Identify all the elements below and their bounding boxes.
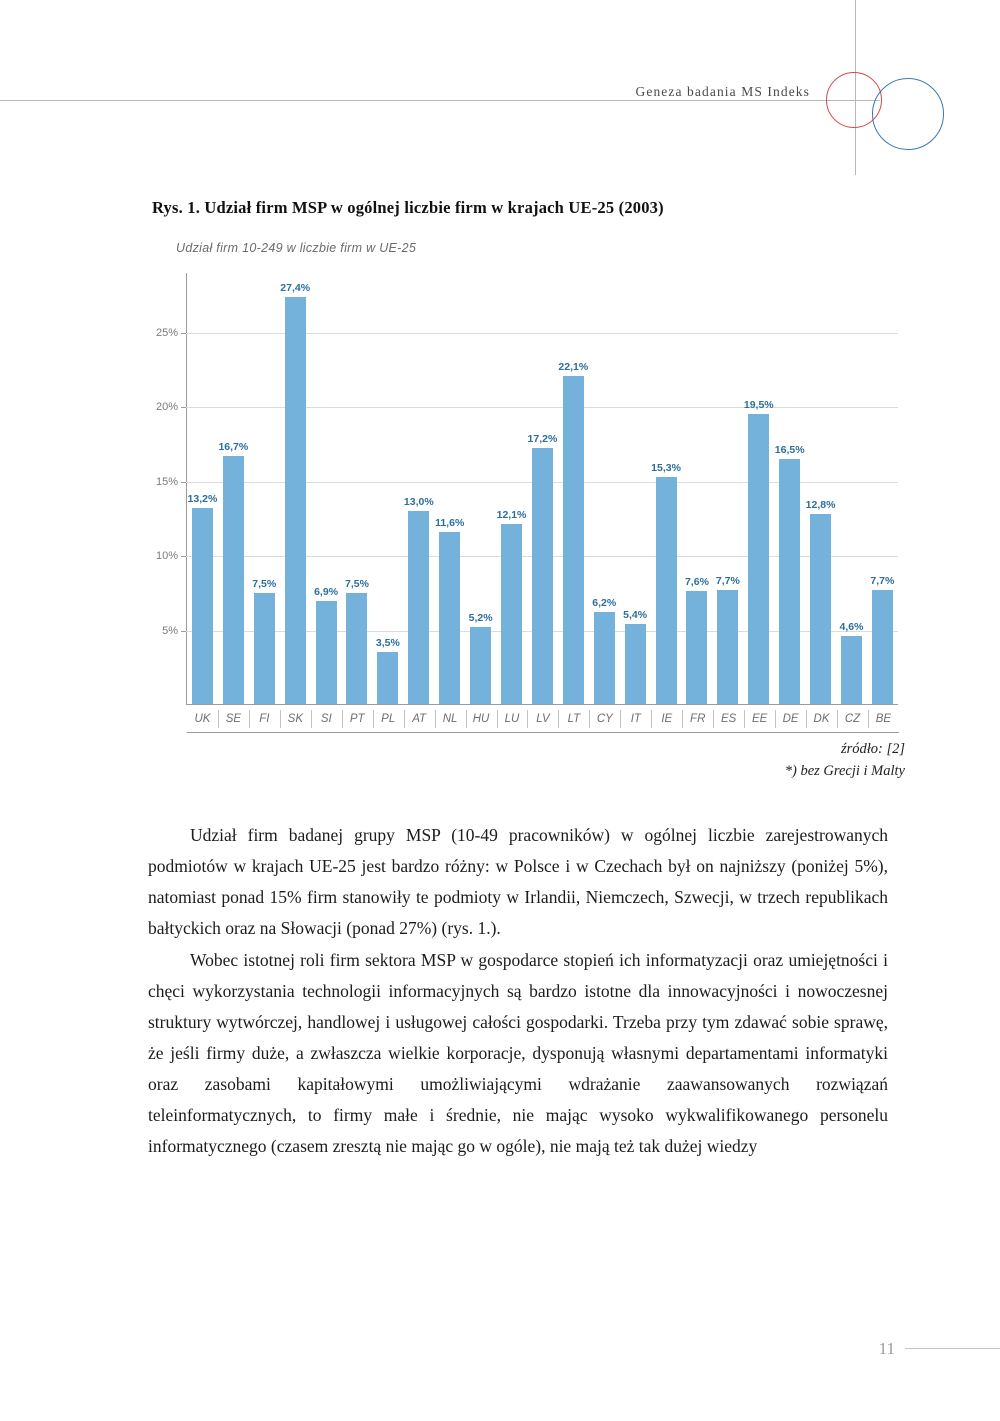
bar-value-label: 11,6%: [435, 516, 465, 529]
bar-value-label: 16,5%: [774, 443, 805, 456]
x-axis-label: EE: [744, 706, 775, 732]
y-tick-mark: [181, 631, 186, 632]
chart-bar: [839, 620, 864, 704]
paragraph-2: Wobec istotnej roli firm sektora MSP w gospodarce stopień ich informatyzacji oraz umiejętności i chęci wykorzystania technologii informacyjnych są bardzo istotne dla innowacyjności i nowoczesnej struktury wytwórczej, handlowej i usługowej całości gospodarki. Trzeba przy tym zdawać sobie sprawę, że jeśli firmy duże, a zwłaszcza wielkie korporacje, dysponują własnymi departamentami informatyki oraz zasobami kapitałowymi umożliwiającymi wdrażanie zaawansowanych rozwiązań teleinformatycznych, to firmy małe i średnie, nie mając wysoko wykwalifikowanego personelu informatycznego (czasem zresztą nie mając go w ogóle), nie mają też tak dużej wiedzy: [148, 949, 888, 1157]
bar-value-label: 3,5%: [375, 636, 400, 649]
bar-cell: [836, 273, 867, 704]
x-axis-labels: [187, 706, 899, 733]
bar-cell: [558, 273, 589, 704]
figure-chart: [150, 235, 910, 735]
chart-bar: [558, 360, 589, 704]
chart-subtitle: Udział firm 10-249 w liczbie firm w UE-25: [176, 241, 417, 255]
bar-value-label: 7,5%: [252, 577, 277, 590]
x-axis-label: FR: [682, 706, 713, 732]
chart-bar: [403, 495, 434, 704]
x-axis-label: SI: [311, 706, 342, 732]
x-axis-label: BE: [868, 706, 899, 732]
chart-bar: [715, 574, 740, 704]
chart-bars: [187, 273, 898, 704]
bar-value-label: 12,1%: [496, 509, 527, 522]
bar-value-label: 17,2%: [527, 433, 558, 446]
bar-cell: [465, 273, 496, 704]
bar-value-label: 13,2%: [187, 492, 218, 505]
y-tick-mark: [181, 333, 186, 334]
x-axis-label: CZ: [837, 706, 868, 732]
chart-bar: [870, 574, 895, 704]
chart-bar: [592, 596, 617, 704]
paragraph-1: Udział firm badanej grupy MSP (10-49 pracowników) w ogólnej liczbie zarejestrowanych podmiotów w krajach UE-25 jest bardzo różny: w Polsce i w Czechach był on najniższy (poniżej 5%), natomiast ponad 15% firm stanowiły te podmioty w Irlandii, Niemczech, Szwecji, w trzech republikach bałtyckich oraz na Słowacji (ponad 27%) (rys. 1.).: [148, 825, 888, 939]
chart-bar: [774, 443, 805, 704]
chart-bar: [187, 492, 218, 704]
chart-bar: [623, 608, 648, 704]
x-axis-label: CY: [589, 706, 620, 732]
source-footnote: *) bez Grecji i Malty: [784, 763, 905, 780]
bar-value-label: 6,2%: [592, 596, 617, 609]
y-tick-label: 25%: [155, 326, 178, 339]
y-tick-mark: [181, 556, 186, 557]
bar-cell: [342, 273, 373, 704]
x-axis-label: AT: [404, 706, 435, 732]
page-number: 11: [878, 1339, 895, 1358]
chart-bar: [280, 281, 311, 704]
bar-value-label: 7,7%: [715, 574, 740, 587]
x-axis-label: NL: [435, 706, 466, 732]
bar-cell: [589, 273, 620, 704]
x-axis-label: IT: [620, 706, 651, 732]
header-divider: [0, 100, 880, 101]
chart-bar: [468, 611, 493, 704]
chart-bar: [805, 498, 836, 704]
x-axis-label: SE: [218, 706, 249, 732]
bar-cell: [434, 273, 465, 704]
bar-cell: [682, 273, 713, 704]
x-axis-line: [186, 704, 898, 705]
decorative-circle-blue-icon: [872, 78, 944, 150]
bar-cell: [620, 273, 651, 704]
bar-value-label: 7,6%: [684, 576, 709, 589]
body-text: [148, 820, 888, 1163]
chart-bar: [375, 636, 400, 704]
chart-bar: [435, 516, 465, 704]
chart-bar: [345, 577, 369, 704]
bar-value-label: 15,3%: [651, 461, 681, 474]
y-tick-label: 10%: [155, 550, 178, 563]
bar-value-label: 19,5%: [743, 399, 774, 412]
chart-bar: [651, 461, 681, 704]
bar-cell: [218, 273, 249, 704]
bar-cell: [403, 273, 434, 704]
y-tick-label: 15%: [155, 475, 178, 488]
bar-value-label: 6,9%: [314, 586, 339, 599]
chart-bar: [527, 433, 558, 704]
chart-bar: [496, 509, 527, 704]
y-tick-mark: [181, 482, 186, 483]
chart-plot-area: [155, 273, 898, 705]
x-axis-label: HU: [466, 706, 497, 732]
bar-value-label: 7,5%: [345, 577, 369, 590]
bar-cell: [651, 273, 682, 704]
bar-value-label: 13,0%: [403, 495, 434, 508]
x-axis-label: ES: [713, 706, 744, 732]
chart-bar: [218, 440, 249, 704]
bar-cell: [743, 273, 774, 704]
bar-cell: [712, 273, 743, 704]
bar-value-label: 4,6%: [839, 620, 864, 633]
running-header: Geneza badania MS Indeks: [635, 84, 810, 99]
y-tick-label: 5%: [162, 624, 178, 637]
x-axis-label: FI: [249, 706, 280, 732]
x-axis-label: IE: [651, 706, 682, 732]
chart-bar: [684, 576, 709, 704]
chart-bar: [314, 586, 339, 704]
chart-bar: [252, 577, 277, 704]
bar-value-label: 5,4%: [623, 608, 648, 621]
x-axis-label: DE: [775, 706, 806, 732]
bar-value-label: 27,4%: [280, 281, 311, 294]
bar-cell: [867, 273, 898, 704]
x-axis-label: PT: [342, 706, 373, 732]
y-tick-mark: [181, 407, 186, 408]
x-axis-label: SK: [280, 706, 311, 732]
source-reference: źródło: [2]: [840, 741, 905, 757]
bar-cell: [311, 273, 342, 704]
folio-divider: [905, 1348, 1000, 1349]
bar-cell: [805, 273, 836, 704]
x-axis-label: UK: [194, 713, 211, 725]
figure-source: [785, 738, 905, 783]
bar-value-label: 7,7%: [870, 574, 895, 587]
chart-bar: [743, 399, 774, 704]
bar-cell: [187, 273, 218, 704]
x-axis-label: PL: [373, 706, 404, 732]
bar-cell: [280, 273, 311, 704]
x-axis-label: LT: [558, 706, 589, 732]
bar-value-label: 12,8%: [805, 498, 836, 511]
x-axis-label: DK: [806, 706, 837, 732]
bar-cell: [372, 273, 403, 704]
figure-caption: Rys. 1. Udział firm MSP w ogólnej liczbie firm w krajach UE-25 (2003): [152, 198, 664, 217]
y-tick-label: 20%: [155, 401, 178, 414]
bar-cell: [527, 273, 558, 704]
bar-cell: [774, 273, 805, 704]
x-axis-label: LU: [497, 706, 528, 732]
bar-value-label: 16,7%: [218, 440, 249, 453]
x-axis-label: LV: [527, 706, 558, 732]
bar-value-label: 22,1%: [558, 360, 589, 373]
bar-cell: [496, 273, 527, 704]
bar-value-label: 5,2%: [468, 611, 493, 624]
bar-cell: [249, 273, 280, 704]
